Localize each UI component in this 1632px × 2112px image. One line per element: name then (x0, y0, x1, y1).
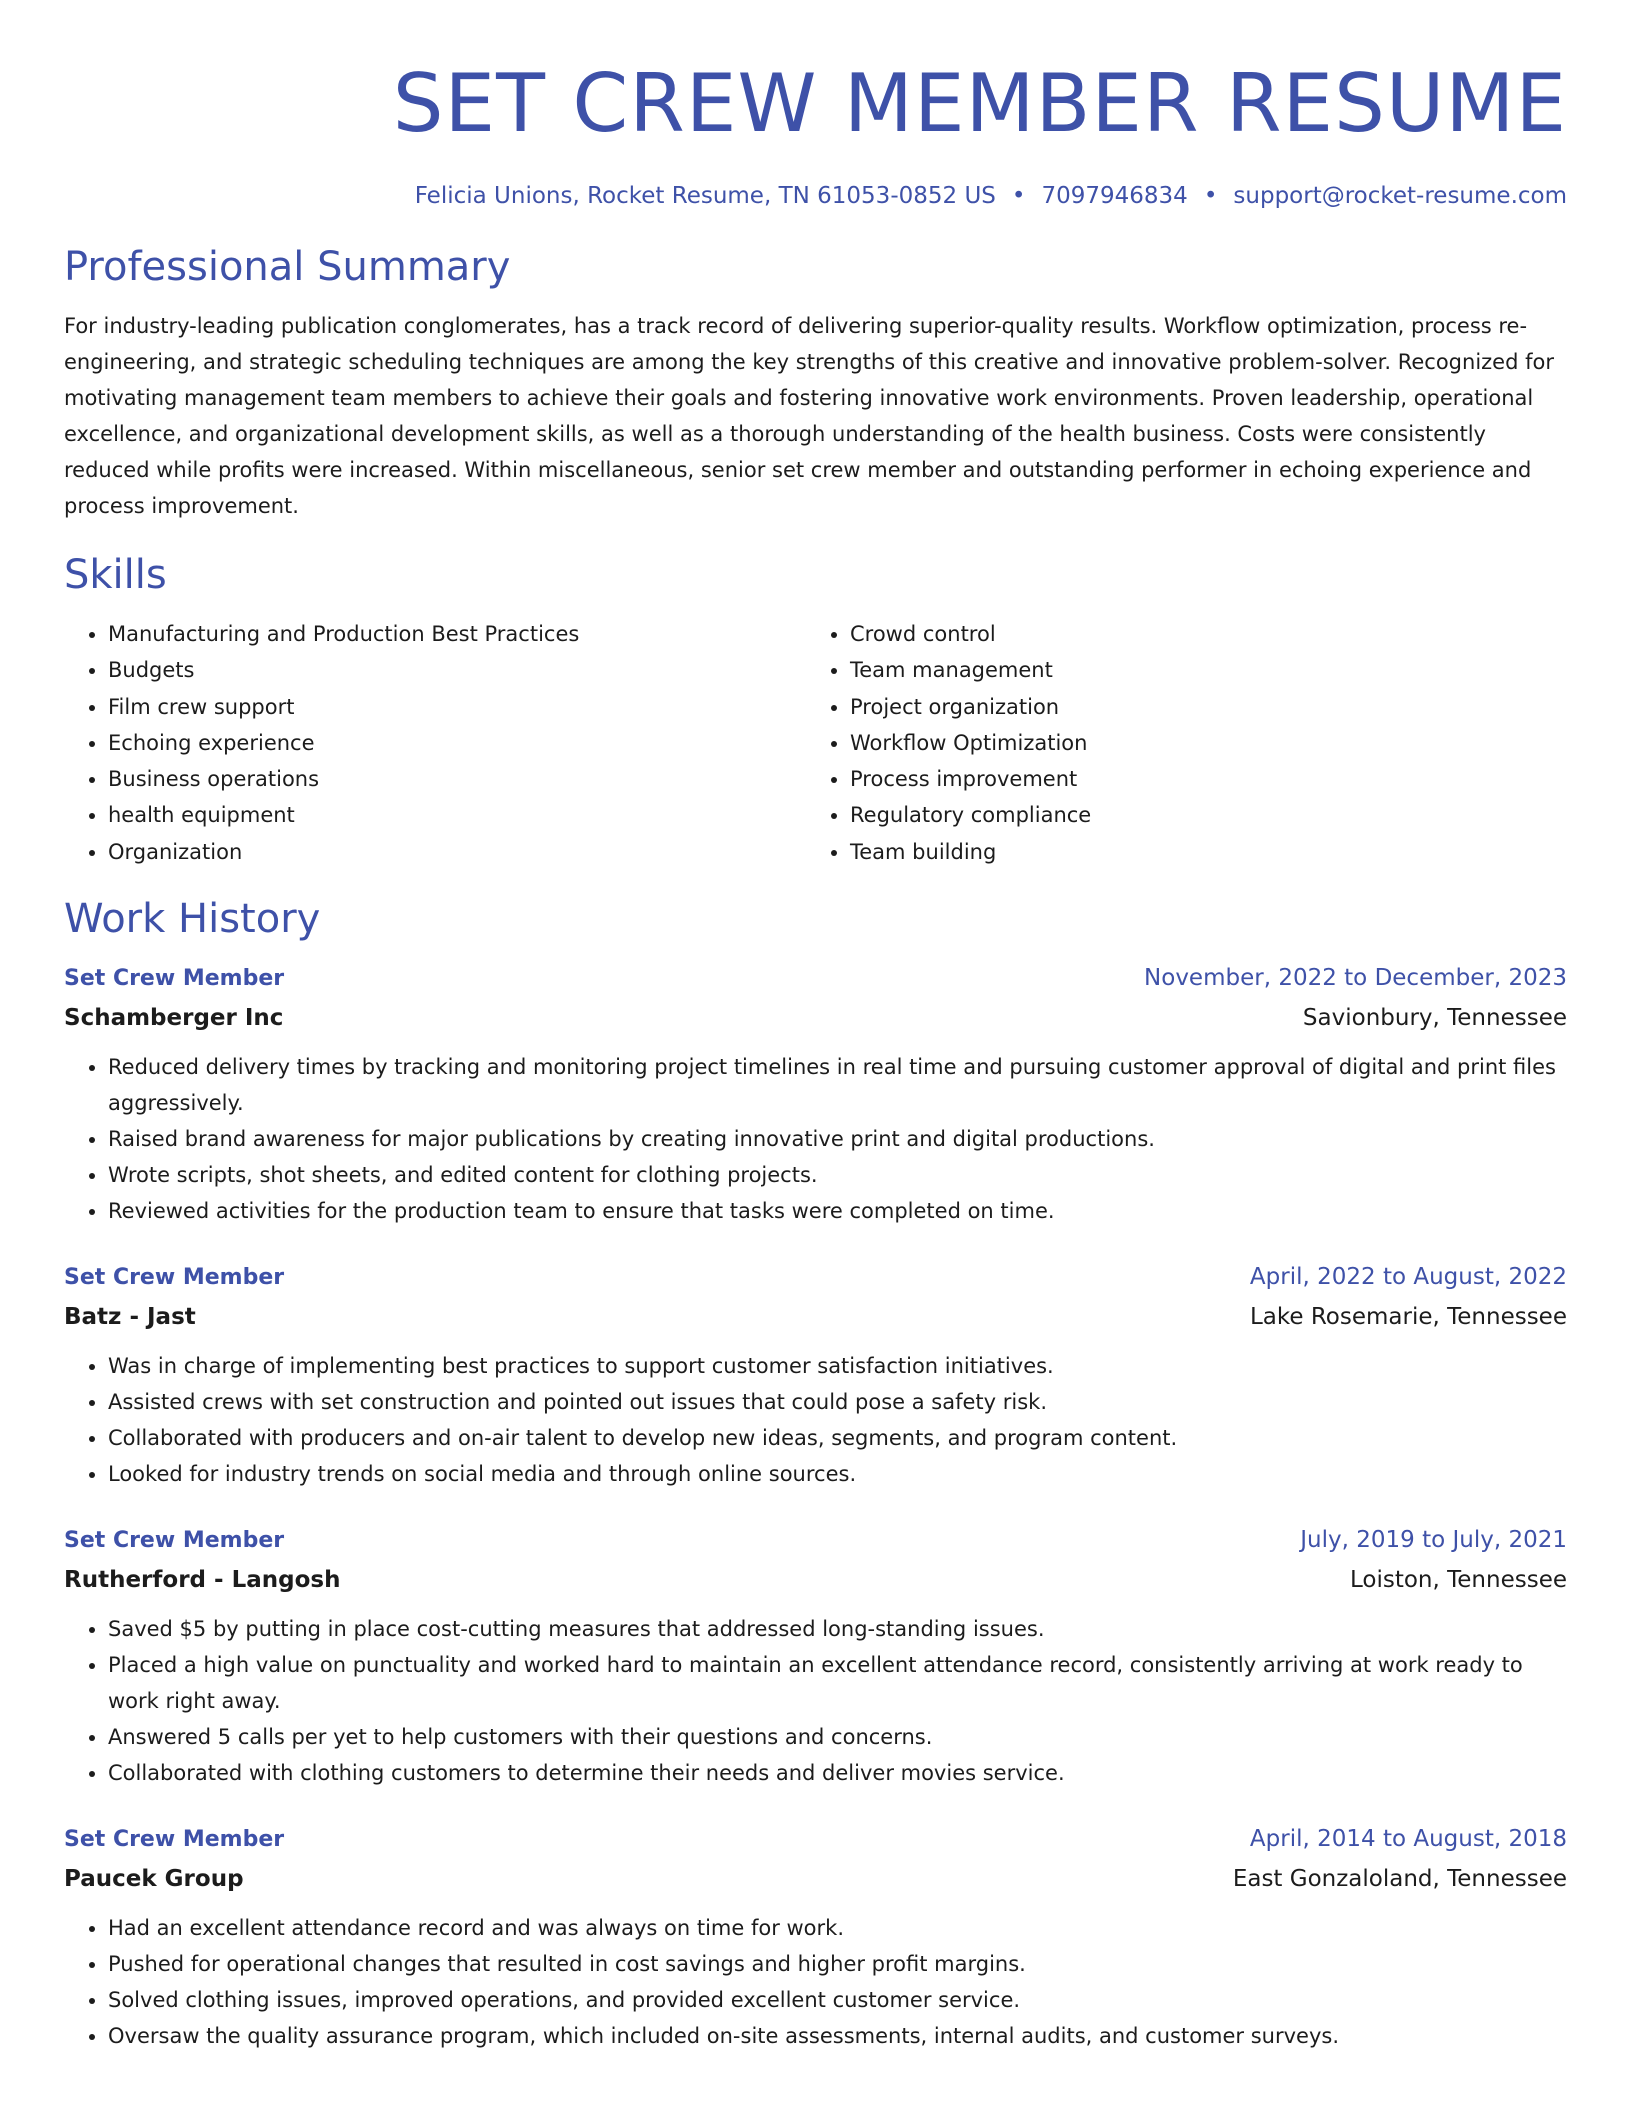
skill-item: • Organization (108, 834, 806, 870)
contact-address: Felicia Unions, Rocket Resume, TN 61053-0852 US (414, 183, 996, 209)
skill-item: • Regulatory compliance (850, 797, 1548, 833)
duty-item: • Reduced delivery times by tracking and monitoring project timelines in real time and pursuing customer approval of digital and print files aggressively. (108, 1049, 1567, 1121)
job-title: Set Crew Member (64, 1265, 285, 1291)
summary-text: For industry-leading publication conglomerates, has a track record of delivering superior-quality results. Workflow optimization, process re-engineering, and strategic scheduling techniques are among the key strengths of this creative and innovative problem-solver. Recognized for motivating management team members to achieve their goals and fostering innovative work environments. Proven leadership, operational excellence, and organizational development skills, as well as a thorough understanding of the health business. Costs were consistently reduced while profits were increased. Within miscellaneous, senior set crew member and outstanding performer in echoing experience and process improvement. (64, 314, 1554, 518)
duty-item: • Placed a high value on punctuality and worked hard to maintain an excellent attendance record, consistently arriving at work ready to work right away. (108, 1647, 1567, 1719)
job-entry (64, 1819, 1567, 2054)
duty-item: • Answered 5 calls per yet to help customers with their questions and concerns. (108, 1719, 1567, 1755)
contact-line (64, 180, 1567, 212)
job-company: Batz - Jast (64, 1304, 196, 1331)
contact-separator: • (1011, 183, 1026, 209)
job-location: Lake Rosemarie, Tennessee (1249, 1304, 1567, 1331)
duty-item: • Collaborated with clothing customers to determine their needs and deliver movies service. (108, 1755, 1567, 1791)
job-company: Schamberger Inc (64, 1005, 284, 1032)
job-dates: July, 2019 to July, 2021 (1300, 1527, 1567, 1554)
duty-item: • Wrote scripts, shot sheets, and edited content for clothing projects. (108, 1157, 1567, 1193)
job-dates: November, 2022 to December, 2023 (1144, 965, 1567, 992)
job-entry (64, 1257, 1567, 1492)
job-title: Set Crew Member (64, 966, 285, 992)
contact-separator: • (1203, 183, 1218, 209)
skills-heading: Skills (64, 552, 167, 598)
skill-item: • Crowd control (850, 616, 1548, 652)
job-company: Rutherford - Langosh (64, 1567, 341, 1594)
job-duties (64, 1348, 1567, 1492)
skill-item: • Project organization (850, 689, 1548, 725)
skill-item: • Business operations (108, 761, 806, 797)
job-duties (64, 1049, 1567, 1229)
duty-item: • Assisted crews with set construction and pointed out issues that could pose a safety risk. (108, 1384, 1567, 1420)
skill-item: • Manufacturing and Production Best Practices (108, 616, 806, 652)
skill-item: • Team building (850, 834, 1548, 870)
skill-item: • Budgets (108, 652, 806, 688)
job-entry (64, 1520, 1567, 1791)
skill-item: • health equipment (108, 797, 806, 833)
duty-item: • Solved clothing issues, improved operations, and provided excellent customer service. (108, 1982, 1567, 2018)
skill-item: • Team management (850, 652, 1548, 688)
skill-item: • Process improvement (850, 761, 1548, 797)
job-company: Paucek Group (64, 1866, 244, 1893)
skill-item: • Film crew support (108, 689, 806, 725)
job-duties (64, 1910, 1567, 2054)
duty-item: • Looked for industry trends on social media and through online sources. (108, 1456, 1567, 1492)
skill-item: • Workflow Optimization (850, 725, 1548, 761)
contact-email[interactable]: support@rocket-resume.com (1233, 183, 1567, 209)
duty-item: • Reviewed activities for the production team to ensure that tasks were completed on time. (108, 1193, 1567, 1229)
resume-page (64, 0, 1567, 2054)
job-location: Savionbury, Tennessee (1302, 1005, 1567, 1032)
duty-item: • Pushed for operational changes that resulted in cost savings and higher profit margins. (108, 1946, 1567, 1982)
job-duties (64, 1611, 1567, 1791)
duty-item: • Had an excellent attendance record and was always on time for work. (108, 1910, 1567, 1946)
job-location: Loiston, Tennessee (1349, 1567, 1567, 1594)
job-dates: April, 2014 to August, 2018 (1249, 1826, 1567, 1853)
skills-column-right (806, 616, 1548, 870)
skills-column-left (64, 616, 806, 870)
duty-item: • Was in charge of implementing best practices to support customer satisfaction initiatives. (108, 1348, 1567, 1384)
duty-item: • Oversaw the quality assurance program, which included on-site assessments, internal audits, and customer surveys. (108, 2018, 1567, 2054)
skills-list (64, 616, 1567, 870)
skill-item: • Echoing experience (108, 725, 806, 761)
job-location: East Gonzaloland, Tennessee (1232, 1866, 1567, 1893)
work-history-heading: Work History (64, 896, 321, 943)
duty-item: • Saved $5 by putting in place cost-cutting measures that addressed long-standing issues. (108, 1611, 1567, 1647)
duty-item: • Collaborated with producers and on-air talent to develop new ideas, segments, and program content. (108, 1420, 1567, 1456)
resume-title: SET CREW MEMBER RESUME (392, 57, 1567, 150)
job-title: Set Crew Member (64, 1528, 285, 1554)
job-entry (64, 958, 1567, 1229)
job-dates: April, 2022 to August, 2022 (1249, 1264, 1567, 1291)
duty-item: • Raised brand awareness for major publications by creating innovative print and digital productions. (108, 1121, 1567, 1157)
summary-heading: Professional Summary (64, 244, 511, 290)
contact-phone[interactable]: 7097946834 (1041, 183, 1188, 209)
job-title: Set Crew Member (64, 1827, 285, 1853)
